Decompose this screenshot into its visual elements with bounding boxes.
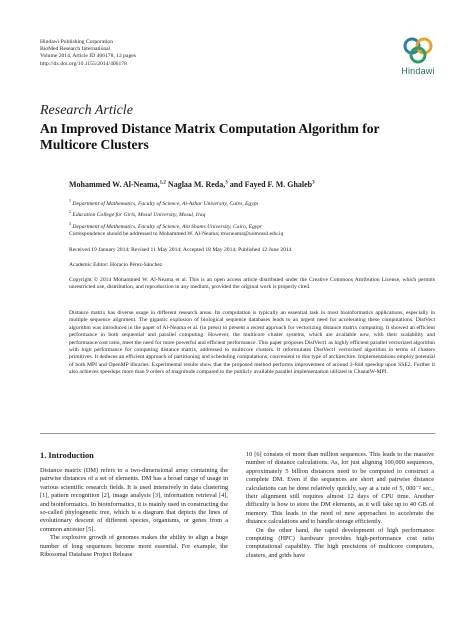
- paragraph: On the other hand, the rapid development of high performance computing (HPC) hardware provides high-performance cost ratio computational capability. The high precisions of multicore computers, clusters, and grids have: [246, 526, 434, 559]
- article-type: Research Article: [40, 103, 133, 118]
- body-column-left: [40, 467, 228, 559]
- body-column-right: [246, 451, 434, 560]
- affiliation: [69, 197, 262, 208]
- affiliation: [69, 208, 262, 219]
- publication-dates: Received 19 January 2014; Revised 11 May 2014; Accepted 18 May 2014; Published 12 June 2014: [69, 247, 292, 253]
- logo-wordmark: Hindawi: [401, 66, 435, 76]
- section-heading: 1. Introduction: [40, 451, 94, 460]
- publisher-line: Hindawi Publishing Corporation: [40, 39, 114, 45]
- affiliation: [69, 220, 262, 231]
- journal-name: BioMed Research International: [40, 46, 111, 53]
- affiliation-number: 3: [69, 220, 71, 226]
- section-divider: [40, 433, 435, 434]
- author-affil-mark: 3: [225, 180, 228, 186]
- copyright-notice: Copyright © 2014 Mohammed W. Al-Neama et al. This is an open access article distributed under the Creative Commons Attribution License, which permits unrestricted use, distribution, and reproduction in any medium, provided the original work is properly cited.: [69, 277, 435, 291]
- volume-line: Volume 2014, Article ID 406178, 12 pages: [40, 53, 136, 60]
- journal-header: [40, 39, 136, 68]
- affiliation-number: 1: [69, 198, 71, 203]
- author-name: and Fayed F. M. Ghaleb: [229, 180, 313, 189]
- paper-title: An Improved Distance Matrix Computation Algorithm for Multicore Clusters: [40, 121, 380, 152]
- abstract: Distance matrix has diverse usage in different research areas. Its computation is typically an essential task in most bioinformatics applications, especially in multiple sequence alignment. The gigantic explosion of biological sequence databases leads to an urgent need for accelerating these computations. DistVect algorithm was introduced in the paper of Al-Neama et al. (in press) to present a recent approach for vectorizing distance matrix computing. It showed an efficient performance in both sequential and parallel computing. However, the multicore cluster systems, which are available now, with their scalability and performance/cost ratio, meet the need for more powerful and efficient performance. This paper proposes DistVect1 as highly efficient parallel vectorized algorithm with high performance for computing distance matrix, addressed to multicore clusters. It reformulates DistVect1 vectorized algorithm in terms of clusters primitives. It deduces an efficient approach of partitioning and scheduling computations, convenient to this type of architecture. Implementations employ potential of both MPI and OpenMP libraries. Experimental results show that the proposed method performs improvement of around 3-fold speedup upon SSE2. Further it also achieves speedups more than 9 orders of magnitude compared to the publicly available parallel implementation utilized in ClustalW-MPI.: [69, 310, 435, 376]
- affiliation-text: Education College for Girls, Mosul University, Mosul, Iraq: [72, 212, 206, 219]
- affiliation-text: Department of Mathematics, Faculty of Science, Ain Shams University, Cairo, Egypt: [72, 223, 262, 230]
- author-name: Naglaa M. Reda,: [167, 180, 226, 189]
- author-affil-mark: 1,2: [159, 180, 166, 186]
- affiliation-text: Department of Mathematics, Faculty of Science, Al-Azhar University, Cairo, Egypt: [72, 200, 259, 207]
- rings-icon: [401, 35, 435, 65]
- author-name: Mohammed W. Al-Neama,: [69, 180, 160, 189]
- paragraph: 10 [6] consists of more than million sequences. This leads to the massive number of distance calculations. As, for just aligning 100,000 sequences, approximately 5 billion distances need to be computed to construct a complete DM. Even if the sequences are short and pairwise distance calculations can be done relatively quickly, say at a rate of 5, 000⁻² sec., their alignment still requires almost 12 days of CPU time. Another difficulty is how to store the DM elements, as it will take up to 40 GB of memory. This leads to the need of new approaches to accelerate the distance calculations and to handle storage efficiently.: [246, 451, 434, 526]
- paragraph: Distance matrix (DM) refers to a two-dimensional array containing the pairwise distances of a set of elements. DM has a broad range of usage in various scientific research fields. It is used intensively in data clustering [1], pattern recognition [2], image analysis [3], information retrieval [4], and bioinformatics. In bioinformatics, it is mainly used in constructing the so-called phylogenetic tree, which is a diagram that depicts the lines of evolutionary descent of different species, organisms, or genes from a common ancestor [5].: [40, 467, 228, 533]
- author-affil-mark: 3: [312, 180, 315, 186]
- correspondence: Correspondence should be addressed to Mohammed W. Al-Neama; mwneama@uomosul.edu.iq: [69, 231, 284, 237]
- affiliation-number: 2: [69, 209, 71, 215]
- author-list: [69, 180, 315, 189]
- academic-editor: Academic Editor: Horacio Pérez-Sánchez: [69, 262, 163, 268]
- doi-line[interactable]: http://dx.doi.org/10.1155/2014/406178: [40, 60, 127, 67]
- paragraph: The explosive growth of genomes makes the ability to align a huge number of long sequences become more essential. For example, the Ribosomal Database Project Release: [40, 534, 228, 559]
- hindawi-logo: [396, 35, 440, 76]
- affiliations: [69, 197, 262, 231]
